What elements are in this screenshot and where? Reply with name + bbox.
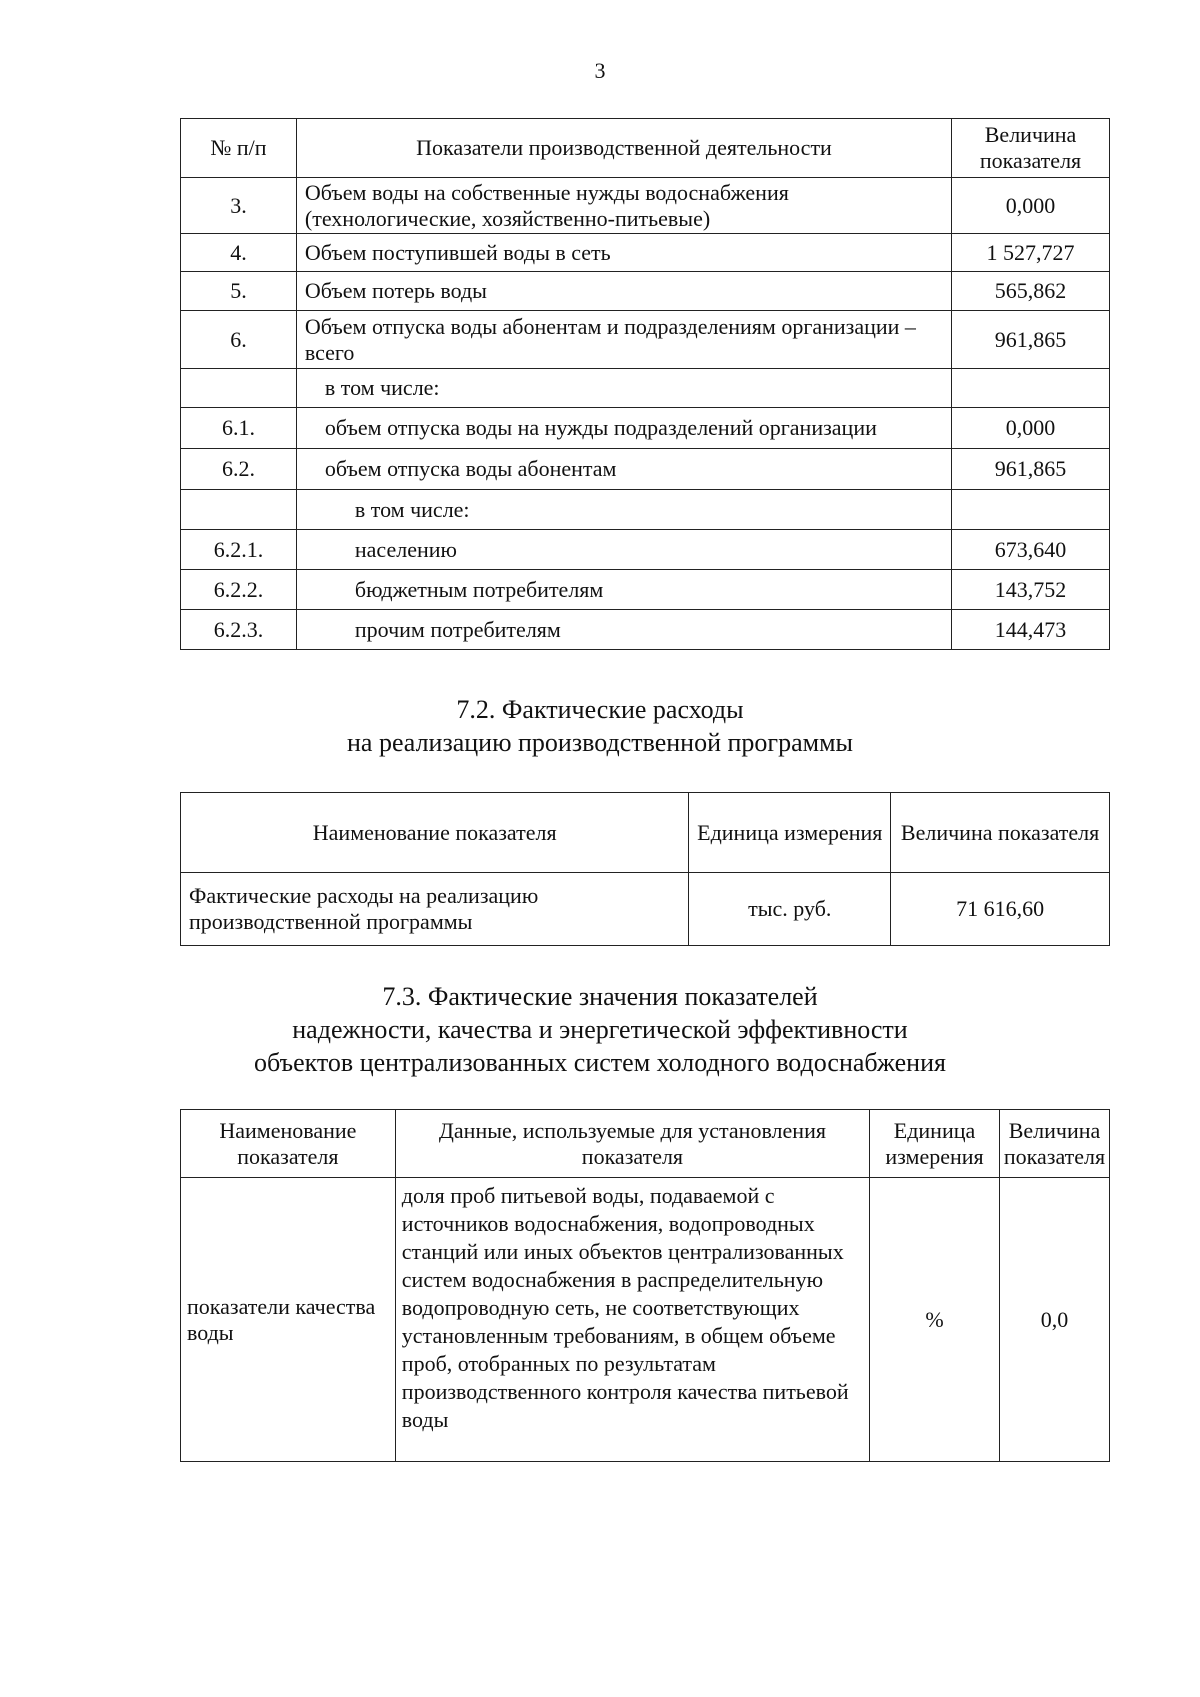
section-7-2-title-line2: на реализацию производственной программы <box>346 728 853 757</box>
header-value: Величина показателя <box>999 1110 1109 1178</box>
row-value: 143,752 <box>952 570 1110 610</box>
table-row <box>181 234 1110 272</box>
table-row <box>181 1178 1110 1462</box>
row-number: 4. <box>181 234 297 272</box>
table-row <box>181 873 1110 946</box>
row-label: Объем потерь воды <box>296 272 951 311</box>
actual-expenses-table <box>180 792 1110 946</box>
row-label: населению <box>296 530 951 570</box>
header-value: Величина показателя <box>952 119 1110 178</box>
row-label: показатели качества воды <box>181 1178 396 1462</box>
section-7-3-title-line3: объектов централизованных систем холодного водоснабжения <box>254 1048 946 1077</box>
row-number: 6. <box>181 311 297 369</box>
water-quality-indicators-table <box>180 1109 1110 1462</box>
row-data-description: доля проб питьевой воды, подаваемой с источников водоснабжения, водопроводных станций или иных объектов централизованных систем водоснабжения в распределительную водопроводную сеть, не соответствующих установленным требованиям, в общем объеме проб, отобранных по результатам производственного контроля качества питьевой воды <box>395 1178 869 1462</box>
header-indicator-name: Наименование показателя <box>181 793 689 873</box>
table-row <box>181 369 1110 408</box>
table-header-row <box>181 119 1110 178</box>
row-label: объем отпуска воды абонентам <box>296 449 951 490</box>
row-label: прочим потребителям <box>296 610 951 650</box>
row-value: 673,640 <box>952 530 1110 570</box>
table-header-row <box>181 793 1110 873</box>
row-number <box>181 490 297 530</box>
row-value: 144,473 <box>952 610 1110 650</box>
row-value: 0,0 <box>999 1178 1109 1462</box>
table-row <box>181 530 1110 570</box>
section-7-3-title-line1: 7.3. Фактические значения показателей <box>382 982 818 1011</box>
header-indicator: Показатели производственной деятельности <box>296 119 951 178</box>
header-value: Величина показателя <box>891 793 1110 873</box>
header-data-used: Данные, используемые для установления показателя <box>395 1110 869 1178</box>
row-value: 961,865 <box>952 311 1110 369</box>
row-value: 1 527,727 <box>952 234 1110 272</box>
row-number: 6.2.2. <box>181 570 297 610</box>
section-7-3-title-line2: надежности, качества и энергетической эффективности <box>292 1015 908 1044</box>
row-label: бюджетным потребителям <box>296 570 951 610</box>
row-number: 5. <box>181 272 297 311</box>
table-header-row <box>181 1110 1110 1178</box>
row-label: в том числе: <box>296 490 951 530</box>
row-value: 0,000 <box>952 178 1110 234</box>
table-row <box>181 490 1110 530</box>
section-7-2-title-line1: 7.2. Фактические расходы <box>456 695 744 724</box>
row-value <box>952 490 1110 530</box>
row-number: 3. <box>181 178 297 234</box>
row-number: 6.2.1. <box>181 530 297 570</box>
row-number: 6.2. <box>181 449 297 490</box>
row-unit: % <box>870 1178 1000 1462</box>
page-number: 3 <box>594 58 606 83</box>
row-label: Фактические расходы на реализацию производственной программы <box>181 873 689 946</box>
row-value: 961,865 <box>952 449 1110 490</box>
header-indicator-name: Наименование показателя <box>181 1110 396 1178</box>
row-unit: тыс. руб. <box>689 873 891 946</box>
section-7-3-heading <box>0 980 1200 1079</box>
row-label: в том числе: <box>296 369 951 408</box>
row-value <box>952 369 1110 408</box>
row-label: Объем воды на собственные нужды водоснабжения (технологические, хозяйственно-питьевые) <box>296 178 951 234</box>
header-number: № п/п <box>181 119 297 178</box>
table-row <box>181 311 1110 369</box>
header-unit: Единица измерения <box>689 793 891 873</box>
row-value: 565,862 <box>952 272 1110 311</box>
production-indicators-table <box>180 118 1110 650</box>
row-number: 6.2.3. <box>181 610 297 650</box>
row-value: 71 616,60 <box>891 873 1110 946</box>
row-label: Объем поступившей воды в сеть <box>296 234 951 272</box>
table-row <box>181 178 1110 234</box>
table-row <box>181 408 1110 449</box>
section-7-2-heading <box>0 693 1200 759</box>
row-label: объем отпуска воды на нужды подразделений организации <box>296 408 951 449</box>
table-row <box>181 610 1110 650</box>
row-label: Объем отпуска воды абонентам и подразделениям организации – всего <box>296 311 951 369</box>
table-row <box>181 449 1110 490</box>
row-number <box>181 369 297 408</box>
table-row <box>181 272 1110 311</box>
header-unit: Единица измерения <box>870 1110 1000 1178</box>
row-value: 0,000 <box>952 408 1110 449</box>
row-number: 6.1. <box>181 408 297 449</box>
table-row <box>181 570 1110 610</box>
